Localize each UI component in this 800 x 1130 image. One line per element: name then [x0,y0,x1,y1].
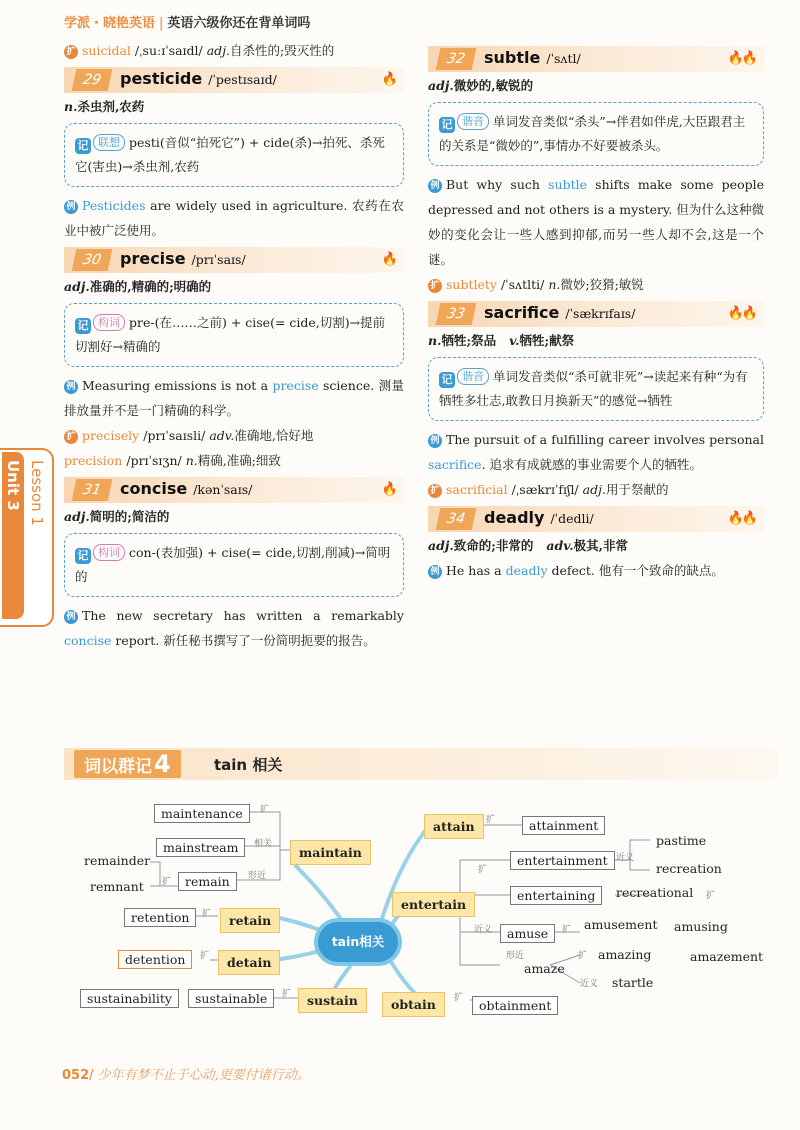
memory-tip-box: 记 谐音 单词发音类似“杀头”→伴君如伴虎,大臣跟君主的关系是“微妙的”,事情办不好要被杀头。 [428,102,764,166]
flame-icon: 🔥🔥 [727,511,756,526]
extension-sacrificial: 扩 sacrificial /ˌsækrɪˈfɪʃl/ adj.用于祭献的 [428,477,764,502]
flame-icon: 🔥 [381,252,396,267]
left-column [64,38,404,653]
note-kuo-retain: 扩 [202,909,212,919]
note-xingjin-2: 形近 [506,951,525,961]
node-remnant: remnant [90,879,144,894]
node-mainstream: mainstream [156,838,245,857]
node-entertainment: entertainment [510,851,615,870]
memory-tip-box: 记 构词 con-(表加强) + cise(= cide,切割,削减)→简明的 [64,533,404,597]
node-maintenance: maintenance [154,804,250,823]
node-attainment: attainment [522,816,605,835]
word-number: 33 [436,303,477,325]
section-title: tain 相关 [214,756,283,774]
example-icon: 例 [428,179,442,193]
headword: concise /kənˈsaɪs/ [120,479,253,498]
footer-slash: / [89,1068,94,1083]
tip-tag: 谐音 [457,368,489,385]
right-column [428,46,764,583]
tip-icon: 记 [75,138,91,154]
page-footer [62,1064,310,1083]
extension-suicidal: 扩 suicidal /ˌsuːɪˈsaɪdl/ adj.自杀性的;毁灭性的 [64,38,404,63]
section-4-header [64,748,778,780]
node-obtain: obtain [382,992,445,1017]
book-title: 英语六级你还在背单词吗 [167,16,311,31]
page-header [64,12,310,31]
unit-tab [0,448,54,627]
center-node: tain相关 [318,922,398,962]
example-sentence: 例 He has a deadly defect. 他有一个致命的缺点。 [428,558,764,583]
headword: pesticide /ˈpestɪsaɪd/ [120,69,277,88]
node-amazing: amazing [598,947,652,962]
tip-icon: 记 [75,318,91,334]
note-jinyi-1: 近义 [616,853,635,863]
unit-label: Unit 3 [4,460,22,511]
extension-icon: 扩 [64,430,78,444]
definition: adj.微妙的,敏锐的 [428,78,534,93]
word-number: 30 [72,249,113,271]
node-amuse: amuse [500,924,555,943]
node-amusement: amusement [584,917,658,932]
example-sentence: 例 Pesticides are widely used in agriculture. 农药在农业中被广泛使用。 [64,198,404,238]
definition: adj.简明的;简洁的 [64,509,170,524]
note-xiangguan: 相关 [254,839,273,849]
definition: adj.致命的;非常的 adv.极其,非常 [428,538,628,553]
lesson-label: Lesson 1 [28,460,46,526]
memory-tip-box: 记 联想 pesti(音似“拍死它”) + cide(杀)→拍死、杀死它(害虫)→杀虫剂,农药 [64,123,404,187]
note-jinyi-3: 近义 [580,979,599,989]
extension-icon: 扩 [428,279,442,293]
headword: precise /prɪˈsaɪs/ [120,249,246,268]
note-kuo: 扩 [260,805,270,815]
extension-icon: 扩 [428,484,442,498]
extension-icon: 扩 [64,45,78,59]
node-amaze: amaze [524,961,565,976]
node-entertaining: entertaining [510,886,602,905]
memory-tip-box: 记 构词 pre-(在……之前) + cise(= cide,切割)→提前切割好→精确的 [64,303,404,367]
brand: 学派・晓艳英语 [64,16,156,31]
note-kuo-detain: 扩 [200,951,210,961]
word-header-34 [428,506,764,532]
word-header-31 [64,477,404,503]
flame-icon: 🔥🔥 [727,306,756,321]
node-sustainability: sustainability [80,989,179,1008]
page-number: 052 [62,1068,90,1083]
node-attain: attain [424,814,484,839]
node-entertain: entertain [392,892,475,917]
mind-map [70,790,770,1040]
node-retention: retention [124,908,196,927]
node-recreation: recreation [656,861,722,876]
note-jinyi-2: 近义 [474,925,493,935]
memory-tip-box: 记 谐音 单词发音类似“杀可就非死”→读起来有种“为有牺牲多壮志,敢教日月换新天”的感觉→牺牲 [428,357,764,421]
example-sentence: 例 The pursuit of a fulfilling career involves personal sacrifice. 追求有成就感的事业需要个人的牺牲。 [428,432,764,472]
extension-precisely: 扩 precisely /prɪˈsaɪsli/ adv.准确地,恰好地 [64,423,404,448]
example-icon: 例 [64,380,78,394]
note-kuo-sustain: 扩 [282,989,292,999]
header-separator: | [159,16,164,31]
note-kuo-amaze: 扩 [578,951,588,961]
definition: adj.准确的,精确的;明确的 [64,279,212,294]
example-icon: 例 [64,200,78,214]
note-xingjin: 形近 [248,871,267,881]
word-number: 32 [436,48,477,70]
word-number: 34 [436,508,477,530]
node-recreational: recreational [616,885,694,900]
word-header-29 [64,67,404,93]
section-badge: 词以群记4 [74,750,181,778]
extension-precision: precision /prɪˈsɪʒn/ n.精确,准确;细致 [64,453,281,468]
extension-subtlety: 扩 subtlety /ˈsʌtlti/ n.微妙;狡猾;敏锐 [428,272,764,297]
note-kuo-obtain: 扩 [454,993,464,1003]
tip-icon: 记 [439,372,455,388]
node-detention: detention [118,950,192,969]
example-icon: 例 [428,565,442,579]
note-kuo-entertain: 扩 [478,865,488,875]
node-sustain: sustain [298,988,367,1013]
flame-icon: 🔥🔥 [727,51,756,66]
tip-tag: 构词 [93,314,125,331]
note-kuo-attain: 扩 [486,815,496,825]
tip-icon: 记 [439,117,455,133]
node-remain: remain [178,872,237,891]
node-obtainment: obtainment [472,996,558,1015]
example-icon: 例 [428,434,442,448]
word-number: 29 [72,69,113,91]
node-maintain: maintain [290,840,371,865]
flame-icon: 🔥 [381,72,396,87]
node-pastime: pastime [656,833,707,848]
tip-tag: 联想 [93,134,125,151]
word-number: 31 [72,479,113,501]
tip-tag: 谐音 [457,113,489,130]
definition: n.杀虫剂,农药 [64,99,145,114]
node-remainder: remainder [84,853,151,868]
note-kuo-amuse: 扩 [562,925,572,935]
example-icon: 例 [64,610,78,624]
word-header-30 [64,247,404,273]
node-sustainable: sustainable [188,989,274,1008]
footer-motto: 少年有梦不止于心动,更要付诸行动。 [97,1068,310,1083]
node-detain: detain [218,950,280,975]
definition: n.牺牲;祭品 v.牺牲;献祭 [428,333,575,348]
headword: sacrifice /ˈsækrɪfaɪs/ [484,303,636,322]
headword: subtle /ˈsʌtl/ [484,48,581,67]
node-amusing: amusing [674,919,728,934]
word-header-32 [428,46,764,72]
word-header-33 [428,301,764,327]
note-kuo-recreational: 扩 [706,891,716,901]
node-amazement: amazement [690,949,764,964]
example-sentence: 例 The new secretary has written a remarkably concise report. 新任秘书撰写了一份简明扼要的报告。 [64,608,404,648]
tip-tag: 构词 [93,544,125,561]
node-startle: startle [612,975,654,990]
node-retain: retain [220,908,280,933]
example-sentence: 例 But why such subtle shifts make some people depressed and not others is a mystery. 但为什么这种微妙的变化会让一些人感到抑郁,而另一些人却不会,这是一个谜。 [428,177,764,267]
note-kuo-remain: 扩 [162,877,172,887]
headword: deadly /ˈdedli/ [484,508,594,527]
flame-icon: 🔥 [381,482,396,497]
example-sentence: 例 Measuring emissions is not a precise science. 测量排放量并不是一门精确的科学。 [64,378,404,418]
tip-icon: 记 [75,548,91,564]
